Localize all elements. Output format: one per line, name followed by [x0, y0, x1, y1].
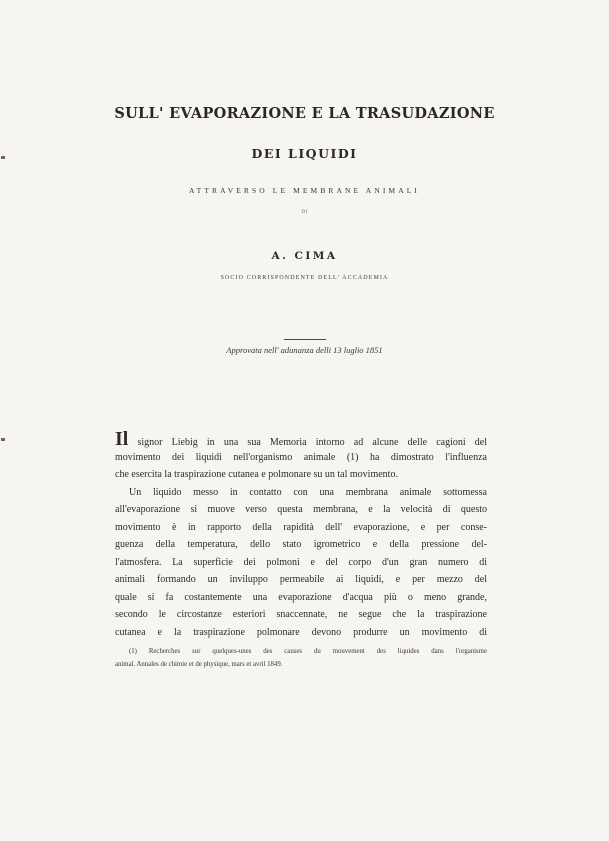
body-line: guenza della temperatura, dello stato igrometrico e della pressione del-	[115, 539, 487, 550]
footnote-line: animal. Annales de chimie et de physique, mars et avril 1849.	[115, 660, 283, 668]
body-line-text: signor Liebig in una sua Memoria intorno ad alcune delle cagioni del	[128, 437, 487, 448]
title-line-3: ATTRAVERSO LE MEMBRANE ANIMALI	[189, 186, 420, 195]
body-line: quale si fa costantemente una evaporazione d'acqua più o meno grande,	[115, 591, 487, 603]
body-text	[115, 431, 487, 641]
by-label: DI	[301, 210, 308, 215]
body-line: animali formando un inviluppo permeabile ai liquidi, e per mezzo del	[115, 574, 487, 585]
body-line: movimento dei liquidi nell'organismo animale (1) ha dimostrato l'influenza	[115, 451, 487, 463]
body-line: che esercita la traspirazione cutanea e polmonare su un tal movimento.	[115, 469, 398, 480]
author-name: A. CIMA	[271, 250, 338, 262]
body-line	[115, 431, 487, 449]
divider	[284, 339, 326, 340]
footnote-line: (1) Recherches sur quelques-unes des causes du mouvement des liquides dans l'organisme	[129, 648, 487, 655]
body-line: all'evaporazione si muove verso questa membrana, e la velocità di questo	[115, 504, 487, 515]
dropcap: Il	[115, 431, 129, 449]
body-line: l'atmosfera. La superficie dei polmoni e del corpo d'un gran numero di	[115, 556, 487, 568]
author-role: SOCIO CORRISPONDENTE DELL' ACCADEMIA	[220, 275, 389, 281]
body-line: movimento è in rapporto della rapidità dell' evaporazione, e per conse-	[115, 521, 487, 533]
body-line: Un liquido messo in contatto con una membrana animale sottomessa	[129, 486, 487, 498]
body-line: cutanea e la traspirazione polmonare devono produrre un movimento di	[115, 626, 487, 638]
title-line-2: DEI LIQUIDI	[251, 146, 358, 161]
footnote	[115, 646, 487, 671]
title-line-1: SULL' EVAPORAZIONE E LA TRASUDAZIONE	[114, 105, 495, 122]
approval-note: Approvata nell' adunanza delli 13 luglio 1851	[226, 345, 383, 355]
page-edge-mark	[1, 438, 5, 441]
body-line: secondo le circostanze esteriori snaccennate, ne segue che la traspirazione	[115, 609, 487, 620]
